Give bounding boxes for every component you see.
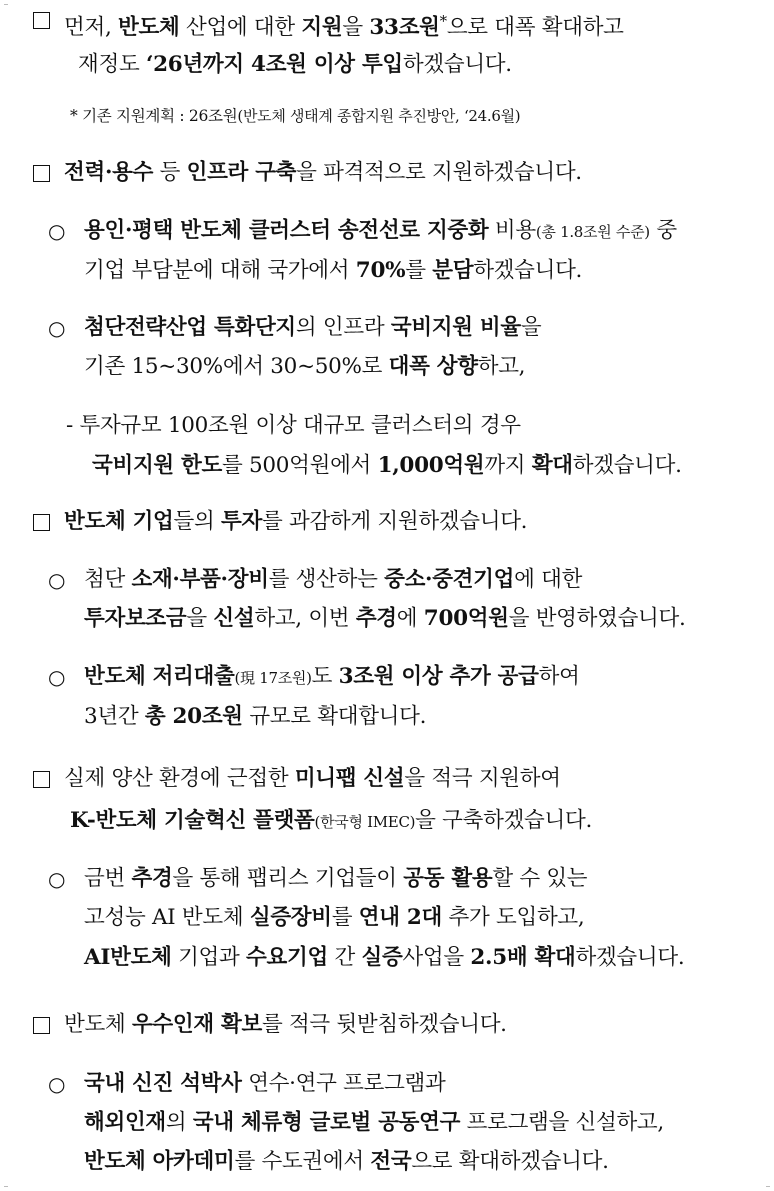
- section1-line1: 먼저, 반도체 산업에 대한 지원을 33조원*으로 대폭 확대하고: [64, 12, 624, 41]
- section2-bullet1-line2: 기업 부담분에 대해 국가에서 70%를 분담하겠습니다.: [84, 258, 583, 283]
- section5-heading: 반도체 우수인재 확보를 적극 뒷받침하겠습니다.: [64, 1012, 507, 1037]
- section5-bullet1-line3: 반도체 아카데미를 수도권에서 전국으로 확대하겠습니다.: [84, 1149, 609, 1174]
- section4-bullet1-line2: 고성능 AI 반도체 실증장비를 연내 2대 추가 도입하고,: [84, 905, 585, 930]
- checkbox-section-2: [33, 165, 50, 182]
- section4-bullet1-line3: AI반도체 기업과 수요기업 간 실증사업을 2.5배 확대하겠습니다.: [84, 945, 685, 970]
- bullet-circle: ○: [48, 568, 66, 592]
- checkbox-section-4: [33, 771, 50, 788]
- page-corner-marker: [766, 1186, 770, 1187]
- section3-heading: 반도체 기업들의 투자를 과감하게 지원하겠습니다.: [64, 509, 528, 534]
- bullet-circle: ○: [48, 665, 66, 689]
- section5-bullet1-line2: 해외인재의 국내 체류형 글로벌 공동연구 프로그램을 신설하고,: [84, 1110, 664, 1135]
- section2-bullet2-line2: 기존 15~30%에서 30~50%로 대폭 상향하고,: [84, 354, 526, 379]
- section2-bullet1-line1: 용인·평택 반도체 클러스터 송전선로 지중화 비용(총 1.8조원 수준) 중: [84, 218, 677, 243]
- page-corner-marker: [4, 1186, 8, 1187]
- section2-bullet2-line1: 첨단전략산업 특화단지의 인프라 국비지원 비율을: [84, 315, 542, 340]
- bullet-circle: ○: [48, 1072, 66, 1096]
- section4-bullet1-line1: 금번 추경을 통해 팹리스 기업들이 공동 활용할 수 있는: [84, 866, 588, 891]
- section1-line2: 재정도 ‘26년까지 4조원 이상 투입하겠습니다.: [78, 52, 512, 77]
- bullet-circle: ○: [48, 316, 66, 340]
- section2-dash-line2: 국비지원 한도를 500억원에서 1,000억원까지 확대하겠습니다.: [92, 453, 682, 478]
- page-corner-marker: [4, 4, 8, 5]
- section3-bullet2-line1: 반도체 저리대출(現 17조원)도 3조원 이상 추가 공급하여: [84, 664, 580, 689]
- section5-bullet1-line1: 국내 신진 석박사 연수·연구 프로그램과: [84, 1071, 446, 1096]
- section2-dash-line1: - 투자규모 100조원 이상 대규모 클러스터의 경우: [66, 413, 521, 438]
- section2-heading: 전력·용수 등 인프라 구축을 파격적으로 지원하겠습니다.: [64, 160, 582, 185]
- bullet-circle: ○: [48, 867, 66, 891]
- checkbox-section-5: [33, 1017, 50, 1034]
- section4-heading-line1: 실제 양산 환경에 근접한 미니팹 신설을 적극 지원하여: [64, 766, 561, 791]
- checkbox-section-3: [33, 514, 50, 531]
- section3-bullet1-line1: 첨단 소재·부품·장비를 생산하는 중소·중견기업에 대한: [84, 567, 583, 592]
- checkbox-section-1: [33, 12, 50, 29]
- section1-footnote: * 기존 지원계획 : 26조원(반도체 생태계 종합지원 추진방안, ‘24.6월): [70, 107, 521, 125]
- section4-heading-line2: K-반도체 기술혁신 플랫폼(한국형 IMEC)을 구축하겠습니다.: [70, 808, 592, 833]
- section3-bullet2-line2: 3년간 총 20조원 규모로 확대합니다.: [84, 704, 427, 729]
- section3-bullet1-line2: 투자보조금을 신설하고, 이번 추경에 700억원을 반영하였습니다.: [84, 606, 686, 631]
- bullet-circle: ○: [48, 219, 66, 243]
